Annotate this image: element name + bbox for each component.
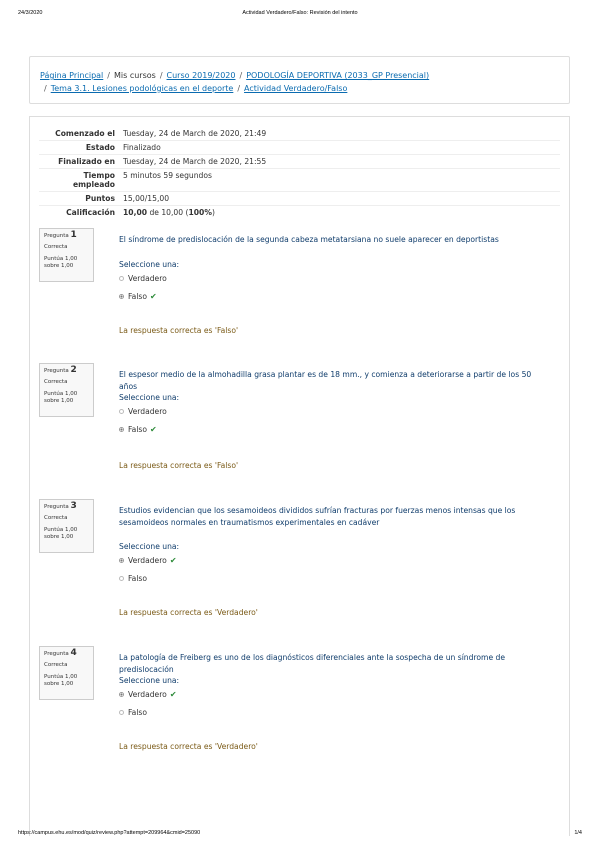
question-grade: Puntúa 1,00 — [44, 674, 78, 680]
question-number — [44, 650, 89, 658]
option-verdadero[interactable] — [119, 407, 167, 416]
correct-answer: La respuesta correcta es 'Falso' — [119, 326, 239, 335]
grade-mid: de 10,00 ( — [147, 208, 189, 217]
question-label: Pregunta — [44, 368, 69, 374]
grade-percent: 100% — [188, 208, 212, 217]
answer-prompt: Seleccione una: — [119, 393, 180, 402]
question-state: Correcta — [44, 662, 68, 668]
question-info — [39, 646, 94, 700]
option-label: Verdadero — [128, 274, 167, 283]
option-label: Falso — [128, 574, 148, 583]
option-label: Verdadero — [128, 690, 167, 699]
breadcrumb-separator: / — [237, 84, 241, 93]
check-icon: ✔ — [150, 425, 157, 434]
breadcrumb-mis-cursos: Mis cursos — [113, 71, 156, 80]
question-grade-max: sobre 1,00 — [44, 398, 74, 404]
question-number-value: 4 — [70, 648, 77, 658]
print-date: 24/3/2020 — [18, 10, 43, 16]
question-label: Pregunta — [44, 233, 69, 239]
summary-row — [39, 127, 560, 141]
question-grade: Puntúa 1,00 — [44, 256, 78, 262]
summary-key: Comenzado el — [55, 129, 115, 138]
main-region — [29, 116, 570, 836]
option-label: Falso — [128, 292, 148, 301]
question-grade: Puntúa 1,00 — [44, 527, 78, 533]
print-page: 1/4 — [574, 830, 582, 836]
question-grade: Puntúa 1,00 — [44, 391, 78, 397]
breadcrumb-tema-link[interactable]: Tema 3.1. Lesiones podológicas en el deporte — [50, 84, 234, 93]
option-label: Verdadero — [128, 556, 167, 565]
breadcrumb-course-link[interactable]: PODOLOGÍA DEPORTIVA (2033_GP Presencial) — [246, 71, 430, 80]
question-info — [39, 499, 94, 553]
summary-key: Finalizado en — [58, 157, 115, 166]
summary-value: Tuesday, 24 de March de 2020, 21:55 — [123, 157, 267, 166]
correct-answer: La respuesta correcta es 'Verdadero' — [119, 742, 258, 751]
breadcrumb-curso-link[interactable]: Curso 2019/2020 — [166, 71, 236, 80]
question-number — [44, 232, 89, 240]
question-number — [44, 503, 89, 511]
summary-value: 15,00/15,00 — [123, 194, 170, 203]
summary-row — [39, 192, 560, 206]
grade-value: 10,00 — [123, 208, 148, 217]
print-header — [18, 10, 582, 16]
check-icon: ✔ — [150, 292, 157, 301]
question-number-value: 2 — [70, 365, 77, 375]
option-label: Falso — [128, 708, 148, 717]
attempt-summary — [39, 127, 560, 219]
summary-value — [119, 206, 560, 220]
question-grade-max: sobre 1,00 — [44, 263, 74, 269]
print-url: https://campus.ehu.es/mod/quiz/review.php?attempt=209964&cmid=25090 — [18, 830, 201, 836]
summary-key: Estado — [85, 143, 115, 152]
question-info — [39, 363, 94, 417]
question-number-value: 3 — [70, 501, 77, 511]
summary-key: Puntos — [85, 194, 115, 203]
radio-verdadero[interactable] — [119, 692, 124, 697]
question-grade-max: sobre 1,00 — [44, 681, 74, 687]
question-number — [44, 367, 89, 375]
summary-value: 5 minutos 59 segundos — [123, 171, 212, 180]
correct-answer: La respuesta correcta es 'Verdadero' — [119, 608, 258, 617]
breadcrumb — [29, 56, 570, 104]
breadcrumb-separator: / — [44, 84, 47, 93]
breadcrumb-activity-link[interactable]: Actividad Verdadero/Falso — [244, 84, 348, 93]
radio-falso[interactable] — [119, 710, 124, 715]
breadcrumb-separator: / — [107, 71, 110, 80]
option-label: Falso — [128, 425, 148, 434]
option-falso[interactable] — [119, 425, 157, 434]
summary-key: Tiempo empleado — [72, 171, 115, 189]
breadcrumb-separator: / — [239, 71, 243, 80]
print-footer — [18, 830, 582, 836]
answer-prompt: Seleccione una: — [119, 260, 180, 269]
breadcrumb-separator: / — [159, 71, 163, 80]
answer-prompt: Seleccione una: — [119, 542, 180, 551]
question-text: Estudios evidencian que los sesamoideos divididos sufrían fracturas por fuerzas menos intensas que los sesamoideos normales en traumatismos experimentales en cadáver — [119, 506, 516, 527]
question-label: Pregunta — [44, 504, 69, 510]
summary-row — [39, 155, 560, 169]
radio-falso[interactable] — [119, 427, 124, 432]
option-verdadero[interactable] — [119, 274, 167, 283]
check-icon: ✔ — [169, 690, 177, 699]
summary-row — [39, 169, 560, 192]
radio-falso[interactable] — [119, 576, 124, 581]
answer-prompt: Seleccione una: — [119, 676, 180, 685]
option-verdadero[interactable] — [119, 556, 177, 565]
correct-answer: La respuesta correcta es 'Falso' — [119, 461, 239, 470]
option-verdadero[interactable] — [119, 690, 177, 699]
grade-end: ) — [211, 208, 215, 217]
radio-verdadero[interactable] — [119, 409, 124, 414]
breadcrumb-home-link[interactable]: Página Principal — [40, 71, 104, 80]
option-falso[interactable] — [119, 292, 157, 301]
check-icon: ✔ — [169, 556, 177, 565]
summary-row — [39, 206, 560, 220]
option-falso[interactable] — [119, 574, 147, 583]
question-state: Correcta — [44, 379, 68, 385]
question-label: Pregunta — [44, 651, 69, 657]
question-text: El espesor medio de la almohadilla grasa plantar es de 18 mm., y comienza a deteriorarse a partir de los 50 años — [119, 370, 532, 391]
summary-value: Tuesday, 24 de March de 2020, 21:49 — [123, 129, 267, 138]
radio-verdadero[interactable] — [119, 558, 124, 563]
summary-row — [39, 141, 560, 155]
summary-value: Finalizado — [123, 143, 161, 152]
print-title: Actividad Verdadero/Falso: Revisión del intento — [242, 10, 358, 16]
question-text: La patología de Freiberg es uno de los diagnósticos diferenciales ante la sospecha de un síndrome de predislocación — [119, 653, 506, 674]
option-label: Verdadero — [128, 407, 167, 416]
radio-falso[interactable] — [119, 294, 124, 299]
question-info — [39, 228, 94, 282]
question-grade-max: sobre 1,00 — [44, 534, 74, 540]
radio-verdadero[interactable] — [119, 276, 124, 281]
question-number-value: 1 — [70, 230, 77, 240]
question-state: Correcta — [44, 515, 68, 521]
summary-key: Calificación — [66, 208, 115, 217]
question-state: Correcta — [44, 244, 68, 250]
question-text: El síndrome de predislocación de la segunda cabeza metatarsiana no suele aparecer en deportistas — [119, 235, 499, 244]
option-falso[interactable] — [119, 708, 147, 717]
